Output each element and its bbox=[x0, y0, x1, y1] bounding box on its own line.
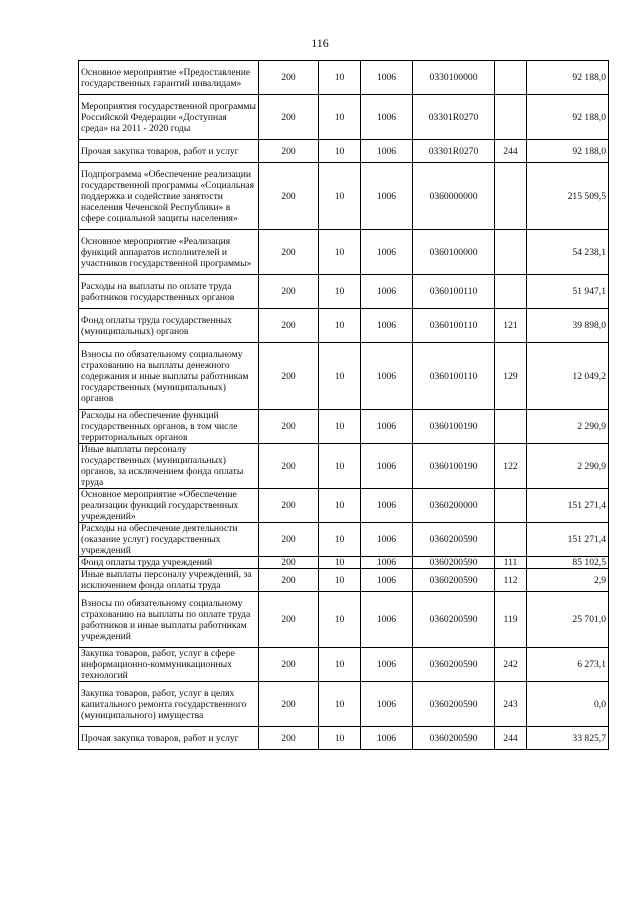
cell-amount: 54 238,1 bbox=[527, 230, 609, 275]
cell-expense-type: 244 bbox=[495, 727, 527, 750]
cell-amount: 92 188,0 bbox=[527, 61, 609, 95]
cell-amount: 25 701,0 bbox=[527, 592, 609, 648]
cell-name: Основное мероприятие «Реализация функций аппаратов исполнителей и участников государственной программы» bbox=[79, 230, 259, 275]
cell-section: 10 bbox=[319, 410, 361, 444]
cell-expense-type bbox=[495, 163, 527, 230]
cell-target-article: 0360100110 bbox=[413, 309, 495, 343]
cell-name: Прочая закупка товаров, работ и услуг bbox=[79, 140, 259, 163]
cell-expense-type: 111 bbox=[495, 557, 527, 569]
cell-name: Закупка товаров, работ, услуг в сфере информационно-коммуникационных технологий bbox=[79, 648, 259, 682]
cell-subsection: 1006 bbox=[361, 592, 413, 648]
cell-expense-type bbox=[495, 410, 527, 444]
cell-section: 10 bbox=[319, 489, 361, 523]
cell-amount: 2 290,9 bbox=[527, 444, 609, 489]
cell-amount: 39 898,0 bbox=[527, 309, 609, 343]
cell-subsection: 1006 bbox=[361, 727, 413, 750]
cell-target-article: 0330100000 bbox=[413, 61, 495, 95]
cell-expense-type bbox=[495, 95, 527, 140]
cell-target-article: 03301R0270 bbox=[413, 95, 495, 140]
cell-expense-type: 243 bbox=[495, 682, 527, 727]
cell-subsection: 1006 bbox=[361, 61, 413, 95]
cell-expense-type: 244 bbox=[495, 140, 527, 163]
table-row bbox=[79, 343, 609, 410]
table-row bbox=[79, 140, 609, 163]
cell-target-article: 0360200590 bbox=[413, 682, 495, 727]
cell-section: 10 bbox=[319, 523, 361, 557]
cell-admin-code: 200 bbox=[259, 275, 319, 309]
cell-target-article: 0360000000 bbox=[413, 163, 495, 230]
cell-admin-code: 200 bbox=[259, 61, 319, 95]
cell-name: Основное мероприятие «Предоставление государственных гарантий инвалидам» bbox=[79, 61, 259, 95]
cell-subsection: 1006 bbox=[361, 682, 413, 727]
cell-admin-code: 200 bbox=[259, 163, 319, 230]
cell-section: 10 bbox=[319, 61, 361, 95]
cell-admin-code: 200 bbox=[259, 523, 319, 557]
cell-amount: 51 947,1 bbox=[527, 275, 609, 309]
cell-target-article: 0360200590 bbox=[413, 569, 495, 592]
table-row bbox=[79, 648, 609, 682]
cell-section: 10 bbox=[319, 592, 361, 648]
cell-amount: 151 271,4 bbox=[527, 489, 609, 523]
cell-target-article: 0360200000 bbox=[413, 489, 495, 523]
cell-name: Подпрограмма «Обеспечение реализации государственной программы «Социальная поддержка и содействие занятости населения Чеченской Республики» в сфере социальной защиты населения» bbox=[79, 163, 259, 230]
cell-section: 10 bbox=[319, 140, 361, 163]
cell-section: 10 bbox=[319, 727, 361, 750]
cell-section: 10 bbox=[319, 95, 361, 140]
cell-target-article: 0360200590 bbox=[413, 727, 495, 750]
cell-admin-code: 200 bbox=[259, 592, 319, 648]
cell-subsection: 1006 bbox=[361, 95, 413, 140]
table-row bbox=[79, 489, 609, 523]
table-row bbox=[79, 682, 609, 727]
cell-name: Фонд оплаты труда государственных (муниципальных) органов bbox=[79, 309, 259, 343]
cell-target-article: 03301R0270 bbox=[413, 140, 495, 163]
cell-amount: 12 049,2 bbox=[527, 343, 609, 410]
cell-target-article: 0360100110 bbox=[413, 275, 495, 309]
cell-expense-type bbox=[495, 489, 527, 523]
cell-section: 10 bbox=[319, 557, 361, 569]
table-row bbox=[79, 410, 609, 444]
cell-subsection: 1006 bbox=[361, 309, 413, 343]
cell-name: Взносы по обязательному социальному страхованию на выплаты по оплате труда работников и иные выплаты работникам учреждений bbox=[79, 592, 259, 648]
cell-name: Прочая закупка товаров, работ и услуг bbox=[79, 727, 259, 750]
table-row bbox=[79, 230, 609, 275]
cell-name: Иные выплаты персоналу государственных (муниципальных) органов, за исключением фонда оплаты труда bbox=[79, 444, 259, 489]
table-row bbox=[79, 727, 609, 750]
cell-amount: 151 271,4 bbox=[527, 523, 609, 557]
budget-table bbox=[78, 60, 609, 750]
cell-admin-code: 200 bbox=[259, 343, 319, 410]
cell-section: 10 bbox=[319, 230, 361, 275]
cell-admin-code: 200 bbox=[259, 682, 319, 727]
cell-admin-code: 200 bbox=[259, 557, 319, 569]
cell-target-article: 0360200590 bbox=[413, 592, 495, 648]
cell-subsection: 1006 bbox=[361, 140, 413, 163]
cell-subsection: 1006 bbox=[361, 489, 413, 523]
cell-target-article: 0360100190 bbox=[413, 410, 495, 444]
cell-expense-type: 121 bbox=[495, 309, 527, 343]
cell-section: 10 bbox=[319, 682, 361, 727]
cell-amount: 92 188,0 bbox=[527, 140, 609, 163]
table-row bbox=[79, 275, 609, 309]
table-row bbox=[79, 523, 609, 557]
cell-admin-code: 200 bbox=[259, 648, 319, 682]
cell-target-article: 0360100000 bbox=[413, 230, 495, 275]
cell-name: Мероприятия государственной программы Российской Федерации «Доступная среда» на 2011 - 2020 годы bbox=[79, 95, 259, 140]
cell-target-article: 0360200590 bbox=[413, 557, 495, 569]
cell-expense-type: 242 bbox=[495, 648, 527, 682]
table-row bbox=[79, 444, 609, 489]
table-row bbox=[79, 592, 609, 648]
cell-subsection: 1006 bbox=[361, 648, 413, 682]
cell-section: 10 bbox=[319, 444, 361, 489]
cell-expense-type: 112 bbox=[495, 569, 527, 592]
table-row bbox=[79, 557, 609, 569]
cell-section: 10 bbox=[319, 309, 361, 343]
cell-expense-type: 129 bbox=[495, 343, 527, 410]
cell-name: Взносы по обязательному социальному страхованию на выплаты денежного содержания и иные выплаты работникам государственных (муниципальных) органов bbox=[79, 343, 259, 410]
budget-table-body bbox=[79, 61, 609, 750]
cell-name: Основное мероприятие «Обеспечение реализации функций государственных учреждений» bbox=[79, 489, 259, 523]
cell-name: Расходы на обеспечение деятельности (оказание услуг) государственных учреждений bbox=[79, 523, 259, 557]
cell-expense-type bbox=[495, 230, 527, 275]
cell-target-article: 0360100190 bbox=[413, 444, 495, 489]
cell-subsection: 1006 bbox=[361, 275, 413, 309]
cell-expense-type bbox=[495, 523, 527, 557]
cell-admin-code: 200 bbox=[259, 444, 319, 489]
cell-target-article: 0360200590 bbox=[413, 523, 495, 557]
cell-section: 10 bbox=[319, 275, 361, 309]
cell-admin-code: 200 bbox=[259, 140, 319, 163]
cell-name: Иные выплаты персоналу учреждений, за исключением фонда оплаты труда bbox=[79, 569, 259, 592]
cell-subsection: 1006 bbox=[361, 230, 413, 275]
cell-name: Фонд оплаты труда учреждений bbox=[79, 557, 259, 569]
cell-admin-code: 200 bbox=[259, 95, 319, 140]
cell-subsection: 1006 bbox=[361, 163, 413, 230]
cell-section: 10 bbox=[319, 343, 361, 410]
cell-name: Закупка товаров, работ, услуг в целях капитального ремонта государственного (муниципального) имущества bbox=[79, 682, 259, 727]
cell-subsection: 1006 bbox=[361, 569, 413, 592]
cell-subsection: 1006 bbox=[361, 523, 413, 557]
cell-amount: 215 509,5 bbox=[527, 163, 609, 230]
table-row bbox=[79, 95, 609, 140]
cell-section: 10 bbox=[319, 648, 361, 682]
page-number: 116 bbox=[311, 36, 329, 50]
cell-subsection: 1006 bbox=[361, 557, 413, 569]
cell-amount: 2,9 bbox=[527, 569, 609, 592]
cell-subsection: 1006 bbox=[361, 343, 413, 410]
cell-name: Расходы на выплаты по оплате труда работников государственных органов bbox=[79, 275, 259, 309]
cell-name: Расходы на обеспечение функций государственных органов, в том числе территориальных органов bbox=[79, 410, 259, 444]
cell-admin-code: 200 bbox=[259, 489, 319, 523]
cell-section: 10 bbox=[319, 569, 361, 592]
table-row bbox=[79, 309, 609, 343]
cell-target-article: 0360100110 bbox=[413, 343, 495, 410]
cell-expense-type bbox=[495, 275, 527, 309]
cell-admin-code: 200 bbox=[259, 727, 319, 750]
cell-amount: 33 825,7 bbox=[527, 727, 609, 750]
cell-section: 10 bbox=[319, 163, 361, 230]
cell-expense-type bbox=[495, 61, 527, 95]
cell-subsection: 1006 bbox=[361, 410, 413, 444]
table-row bbox=[79, 163, 609, 230]
cell-amount: 85 102,5 bbox=[527, 557, 609, 569]
cell-target-article: 0360200590 bbox=[413, 648, 495, 682]
cell-admin-code: 200 bbox=[259, 569, 319, 592]
cell-admin-code: 200 bbox=[259, 230, 319, 275]
table-row bbox=[79, 569, 609, 592]
cell-amount: 6 273,1 bbox=[527, 648, 609, 682]
cell-expense-type: 122 bbox=[495, 444, 527, 489]
cell-admin-code: 200 bbox=[259, 309, 319, 343]
cell-amount: 0,0 bbox=[527, 682, 609, 727]
table-row bbox=[79, 61, 609, 95]
cell-admin-code: 200 bbox=[259, 410, 319, 444]
cell-expense-type: 119 bbox=[495, 592, 527, 648]
cell-amount: 92 188,0 bbox=[527, 95, 609, 140]
cell-amount: 2 290,9 bbox=[527, 410, 609, 444]
cell-subsection: 1006 bbox=[361, 444, 413, 489]
